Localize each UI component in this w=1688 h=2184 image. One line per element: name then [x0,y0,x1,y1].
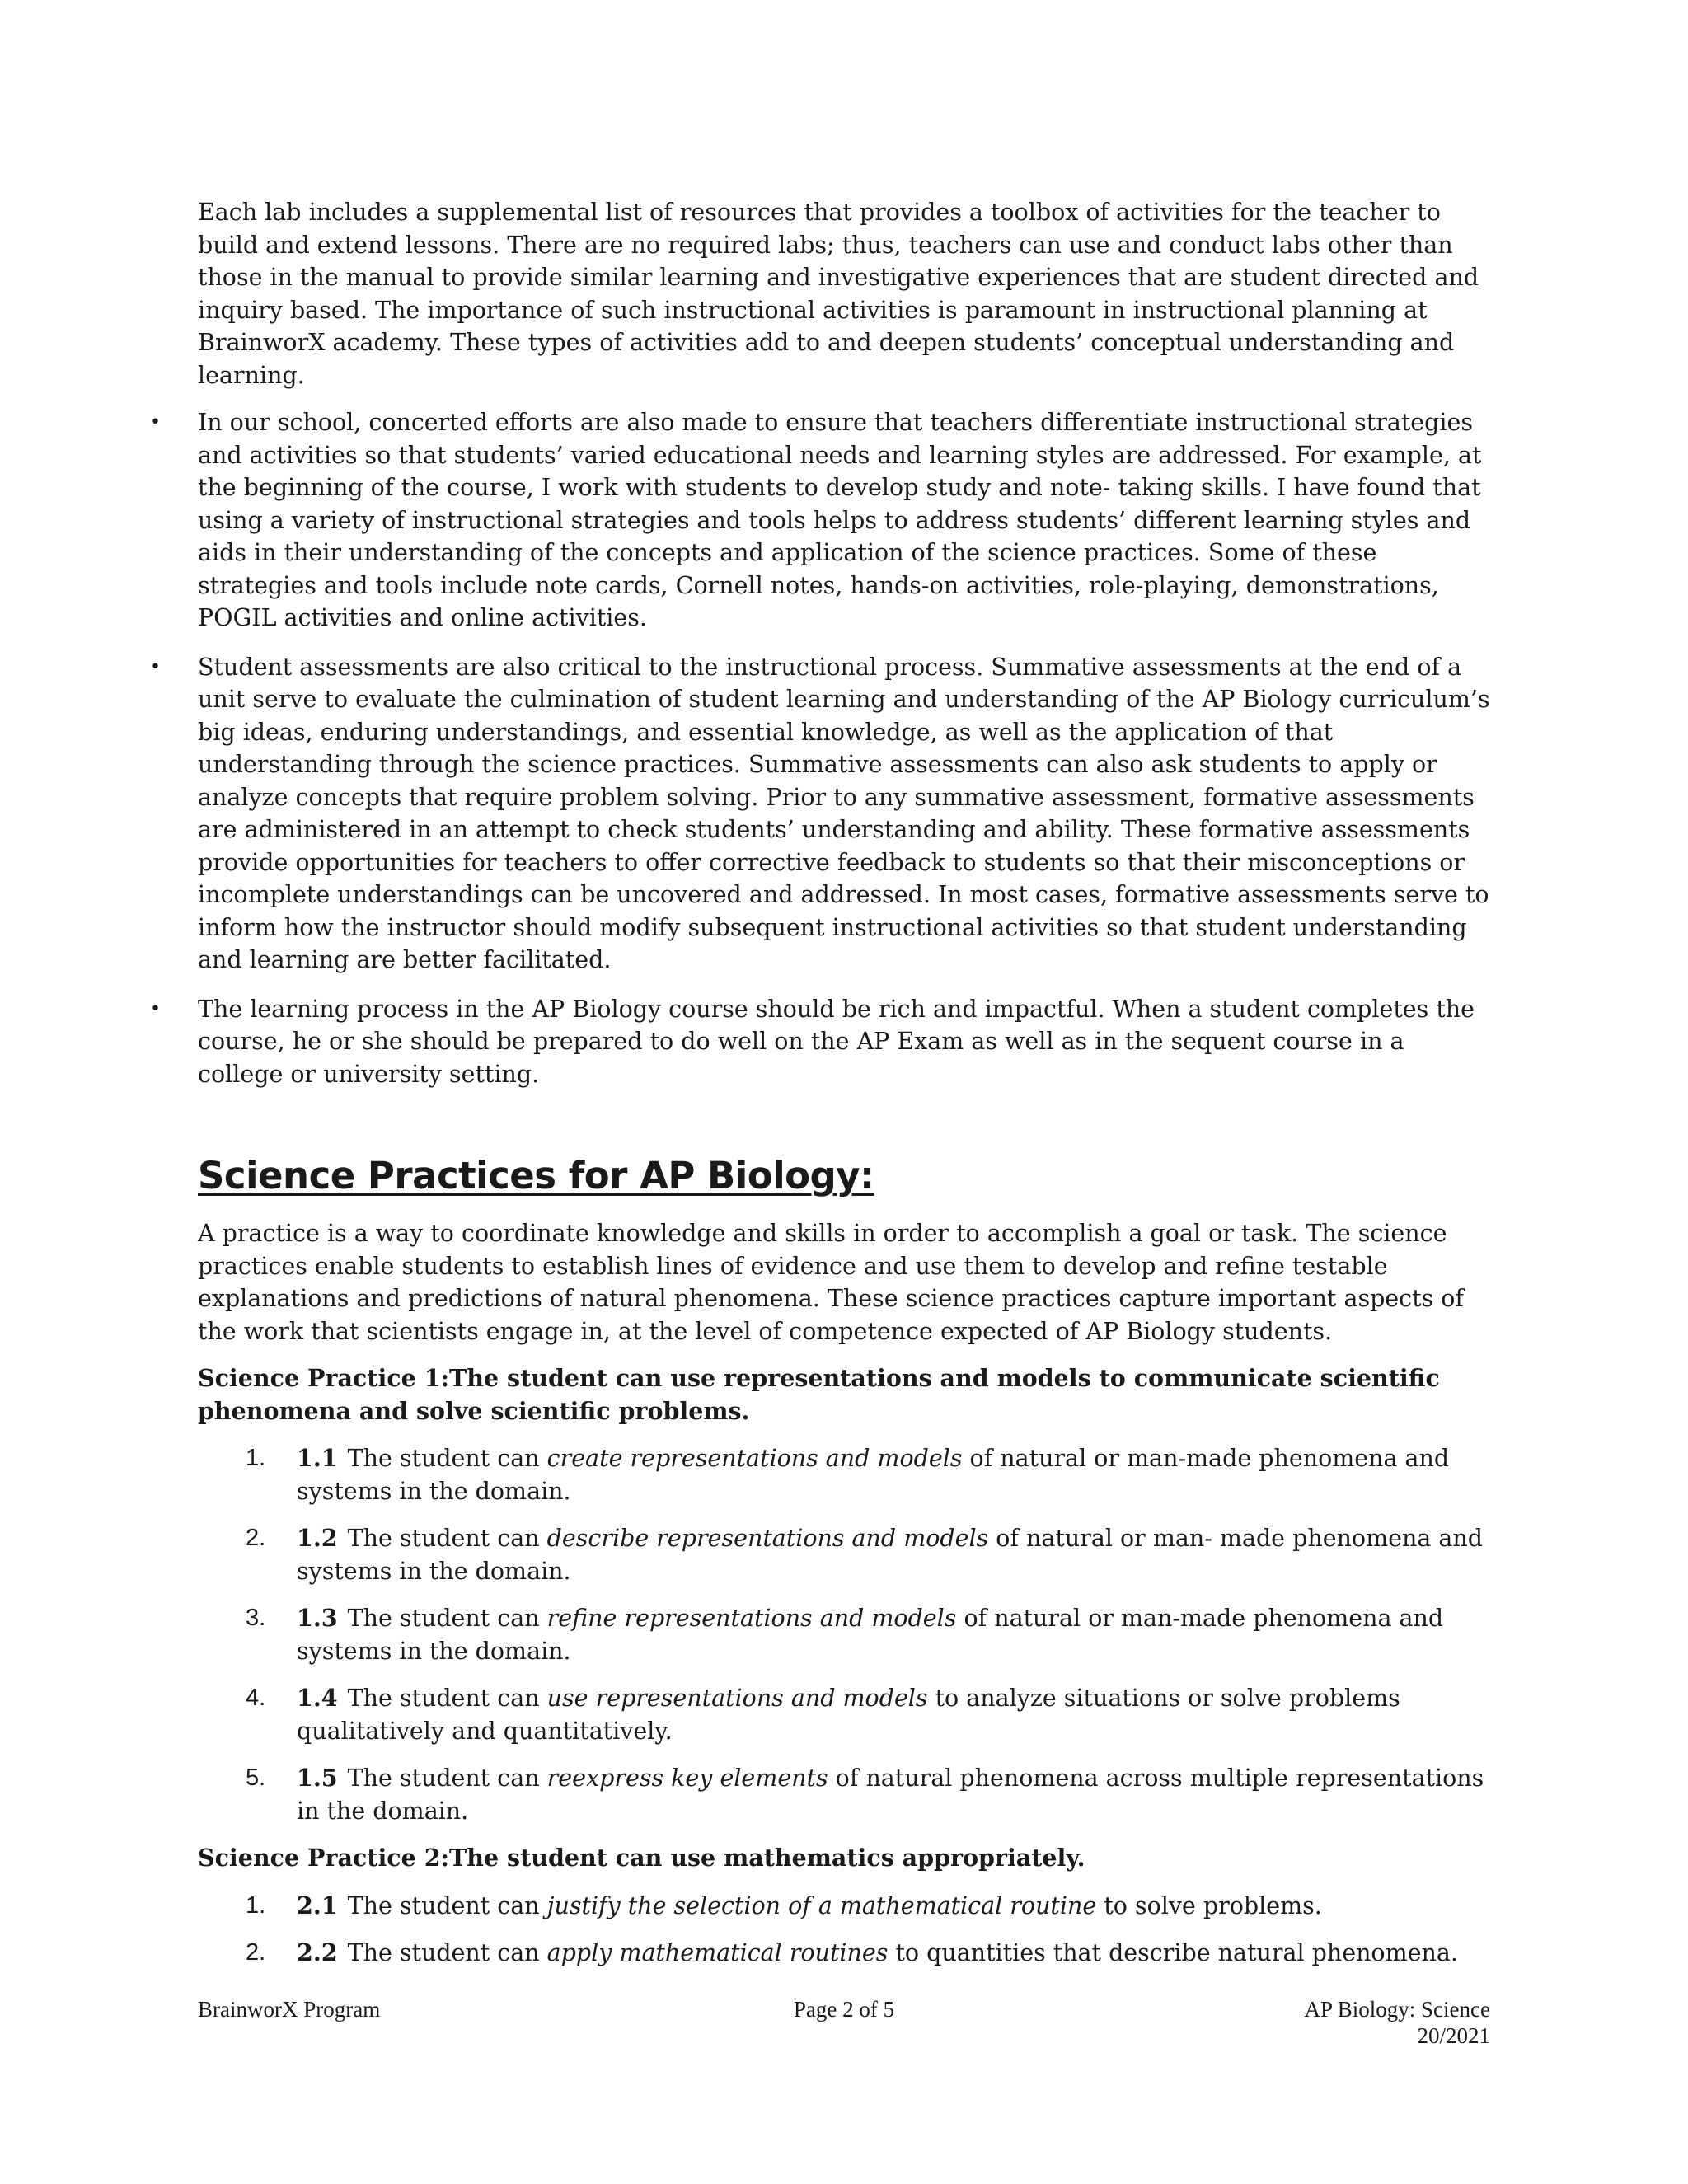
bullet-marker: • [150,656,161,677]
practice-text-emphasis: justify the selection of a mathematical routine [546,1891,1097,1919]
practice-text-pre: The student can [347,1891,547,1919]
practice-text-post: of natural or man-made phenomena and systems in the domain. [297,1605,1444,1665]
page-content [150,196,1490,1985]
practice-item [246,1762,1490,1827]
practice-code: 1.4 [297,1684,338,1712]
bullet-item [150,993,1490,1091]
practice-text-emphasis: refine representations and models [546,1605,957,1632]
practice-code: 1.2 [297,1524,338,1552]
practice-text-emphasis: reexpress key elements [546,1765,828,1792]
practice-item [246,1442,1490,1507]
practice-2-list [198,1890,1490,1970]
practice-code: 2.1 [297,1891,338,1919]
footer-course-title: AP Biology: Science [1304,1997,1490,2022]
bullet-text: The learning process in the AP Biology course should be rich and impactful. When a student completes the course, he or she should be prepared to do well on the AP Exam as well as in the sequent course in a college or university setting. [198,995,1475,1088]
practice-item [246,1890,1490,1923]
practice-item [246,1522,1490,1587]
practice-code: 1.1 [297,1444,338,1472]
practice-text-post: to quantities that describe natural phenomena. [888,1939,1458,1966]
bullet-text: Student assessments are also critical to the instructional process. Summative assessments at the end of a unit serve to evaluate the culmination of student learning and understanding of the AP Biology curriculum’s big ideas, enduring understandings, and essential knowledge, as well as the application of that understanding through the science practices. Summative assessments can also ask students to apply or analyze concepts that require problem solving. Prior to any summative assessment, formative assessments are administered in an attempt to check students’ understanding and ability. These formative assessments provide opportunities for teachers to offer corrective feedback to students so that their misconceptions or incomplete understandings can be uncovered and addressed. In most cases, formative assessments serve to inform how the instructor should modify subsequent instructional activities so that student understanding and learning are better facilitated. [198,653,1490,973]
intro-continuation-paragraph: Each lab includes a supplemental list of resources that provides a toolbox of activities for the teacher to build and extend lessons. There are no required labs; thus, teachers can use and conduct labs other than those in the manual to provide similar learning and investigative experiences that are student directed and inquiry based. The importance of such instructional activities is paramount in instructional planning at BrainworX academy. These types of activities add to and deepen students’ conceptual understanding and learning. [198,199,1479,389]
bullet-item [150,651,1490,977]
list-number: 4. [246,1685,266,1711]
bullet-marker: • [150,998,161,1019]
practice-code: 2.2 [297,1938,338,1966]
list-number: 1. [246,1445,266,1471]
list-number: 5. [246,1765,266,1791]
practice-item [246,1602,1490,1667]
practice-code: 1.5 [297,1764,338,1792]
footer-course-year: 20/2021 [1417,2023,1490,2048]
section-title: Science Practices for AP Biology: [198,1154,874,1197]
list-number: 3. [246,1605,266,1631]
practice-text-pre: The student can [347,1445,547,1472]
practice-2-heading: Science Practice 2:The student can use mathematics appropriately. [198,1844,1085,1872]
practice-text-post: of natural or man-made phenomena and systems in the domain. [297,1445,1450,1505]
bullet-item [150,406,1490,635]
practice-text-emphasis: create representations and models [546,1445,963,1472]
list-number: 1. [246,1891,266,1919]
practice-text-pre: The student can [347,1939,547,1966]
footer-program-name: BrainworX Program [198,1997,381,2022]
practice-text-post: of natural phenomena across multiple representations in the domain. [297,1765,1484,1825]
practice-item [246,1937,1490,1970]
bullet-list [150,406,1490,1090]
practice-text-pre: The student can [347,1605,547,1632]
practice-1-list [198,1442,1490,1827]
practice-text-pre: The student can [347,1685,547,1712]
practice-text-post: of natural or man- made phenomena and systems in the domain. [297,1525,1483,1585]
practice-item [246,1682,1490,1747]
bullet-marker: • [150,412,161,433]
practice-text-emphasis: describe representations and models [546,1525,989,1552]
practice-text-emphasis: apply mathematical routines [546,1939,889,1966]
footer-page-number: Page 2 of 5 [793,1997,895,2022]
practice-1-heading: Science Practice 1:The student can use representations and models to communicate scientific phenomena and solve scientific problems. [198,1364,1440,1425]
bullet-text: In our school, concerted efforts are also made to ensure that teachers differentiate instructional strategies and activities so that students’ varied educational needs and learning styles are addressed. For example, at the beginning of the course, I work with students to develop study and note- taking skills. I have found that using a variety of instructional strategies and tools helps to address students’ different learning styles and aids in their understanding of the concepts and application of the science practices. Some of these strategies and tools include note cards, Cornell notes, hands-on activities, role-playing, demonstrations, POGIL activities and online activities. [198,409,1482,631]
footer-course-label [1305,1996,1490,2049]
practice-text-emphasis: use representations and models [546,1685,928,1712]
practice-text-post: to analyze situations or solve problems qualitatively and quantitatively. [297,1685,1400,1745]
practice-code: 1.3 [297,1604,338,1632]
practice-text-pre: The student can [347,1525,547,1552]
practice-text-post: to solve problems. [1096,1891,1322,1919]
list-number: 2. [246,1939,266,1966]
section-intro-paragraph: A practice is a way to coordinate knowledge and skills in order to accomplish a goal or task. The science practices enable students to establish lines of evidence and use them to develop and refine testable explanations and predictions of natural phenomena. These science practices capture important aspects of the work that scientists engage in, at the level of competence expected of AP Biology students. [198,1220,1464,1345]
practice-text-pre: The student can [347,1765,547,1792]
page-footer [198,1996,1490,2062]
list-number: 2. [246,1525,266,1551]
